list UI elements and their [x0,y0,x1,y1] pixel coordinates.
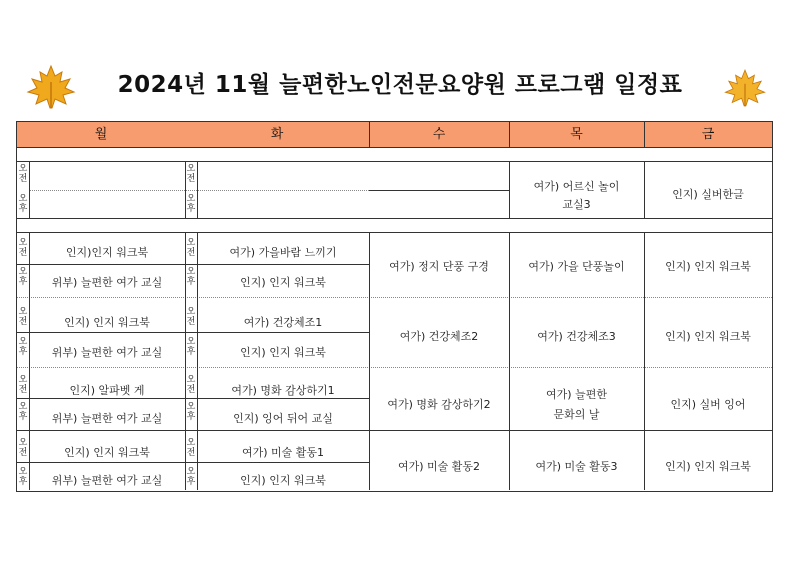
thu-program-line2: 문화의 날 [553,408,600,421]
wed-program: 여가) 건강체조2 [399,330,479,343]
tue-am-program: 여가) 명화 감상하기1 [231,384,335,397]
pm-label: 오후 [18,402,28,422]
fri-program: 인지) 실버 잉어 [670,398,746,411]
header-fri: 금 [701,127,715,142]
tue-am-program: 여가) 건강체조1 [243,316,323,329]
tue-pm-program: 인지) 인지 워크북 [240,276,326,289]
wed-program: 여가) 미술 활동2 [397,460,481,473]
thu-program: 여가) 가을 단풍놀이 [528,260,625,273]
mon-pm-program: 위부) 늘편한 여가 교실 [51,412,163,425]
am-label: 오전 [18,438,28,458]
pm-label: 오후 [18,267,28,287]
thu-program-line1: 여가) 늘편한 [546,388,607,401]
thu-program-line1: 여가) 어르신 놀이 [533,180,620,193]
wed-program: 여가) 명화 감상하기2 [387,398,491,411]
am-label: 오전 [18,164,28,184]
mon-pm-program: 위부) 늘편한 여가 교실 [51,474,163,487]
am-label: 오전 [18,238,28,258]
am-label: 오전 [186,307,196,327]
fri-program: 인지) 실버한글 [672,188,744,201]
maple-leaf-icon [24,62,78,112]
fri-program: 인지) 인지 워크북 [665,330,751,343]
thu-program: 여가) 미술 활동3 [535,460,618,473]
header-tue: 화 [270,127,284,142]
tue-pm-program: 인지) 인지 워크북 [240,474,326,487]
am-label: 오전 [18,375,28,395]
mon-pm-program: 위부) 늘편한 여가 교실 [51,346,163,359]
pm-label: 오후 [18,337,28,357]
tue-am-program: 여가) 가을바람 느끼기 [229,246,337,259]
pm-label: 오후 [186,402,196,422]
header-wed: 수 [432,127,446,142]
fri-program: 인지) 인지 워크북 [665,460,751,473]
am-label: 오전 [186,438,196,458]
mon-am-program: 인지) 인지 워크북 [64,446,150,459]
pm-label: 오후 [186,337,196,357]
mon-pm-program: 위부) 늘편한 여가 교실 [51,276,163,289]
schedule-table [16,121,773,492]
thu-program: 여가) 건강체조3 [537,330,616,343]
am-label: 오전 [186,375,196,395]
pm-label: 오후 [186,467,196,487]
thu-program-line2: 교실3 [562,198,591,211]
am-label: 오전 [186,164,196,184]
mon-am-program: 인지) 인지 워크북 [64,316,150,329]
header-mon: 월 [94,127,108,142]
maple-leaf-icon [722,66,768,110]
tue-pm-program: 인지) 인지 워크북 [240,346,326,359]
fri-program: 인지) 인지 워크북 [665,260,751,273]
pm-label: 오후 [18,467,28,487]
mon-am-program: 인지) 알파벳 게 [69,384,145,397]
wed-program: 여가) 정지 단풍 구경 [389,260,489,273]
pm-label: 오후 [18,194,28,214]
mon-am-program: 인지)인지 워크북 [65,246,149,259]
tue-am-program: 여가) 미술 활동1 [241,446,325,459]
tue-pm-program: 인지) 잉어 뒤어 교실 [233,412,333,425]
page-title: 2024년 11월 늘편한노인전문요양원 프로그램 일정표 [117,72,683,98]
header-thu: 목 [570,127,583,142]
am-label: 오전 [186,238,196,258]
am-label: 오전 [18,307,28,327]
pm-label: 오후 [186,267,196,287]
pm-label: 오후 [186,194,196,214]
